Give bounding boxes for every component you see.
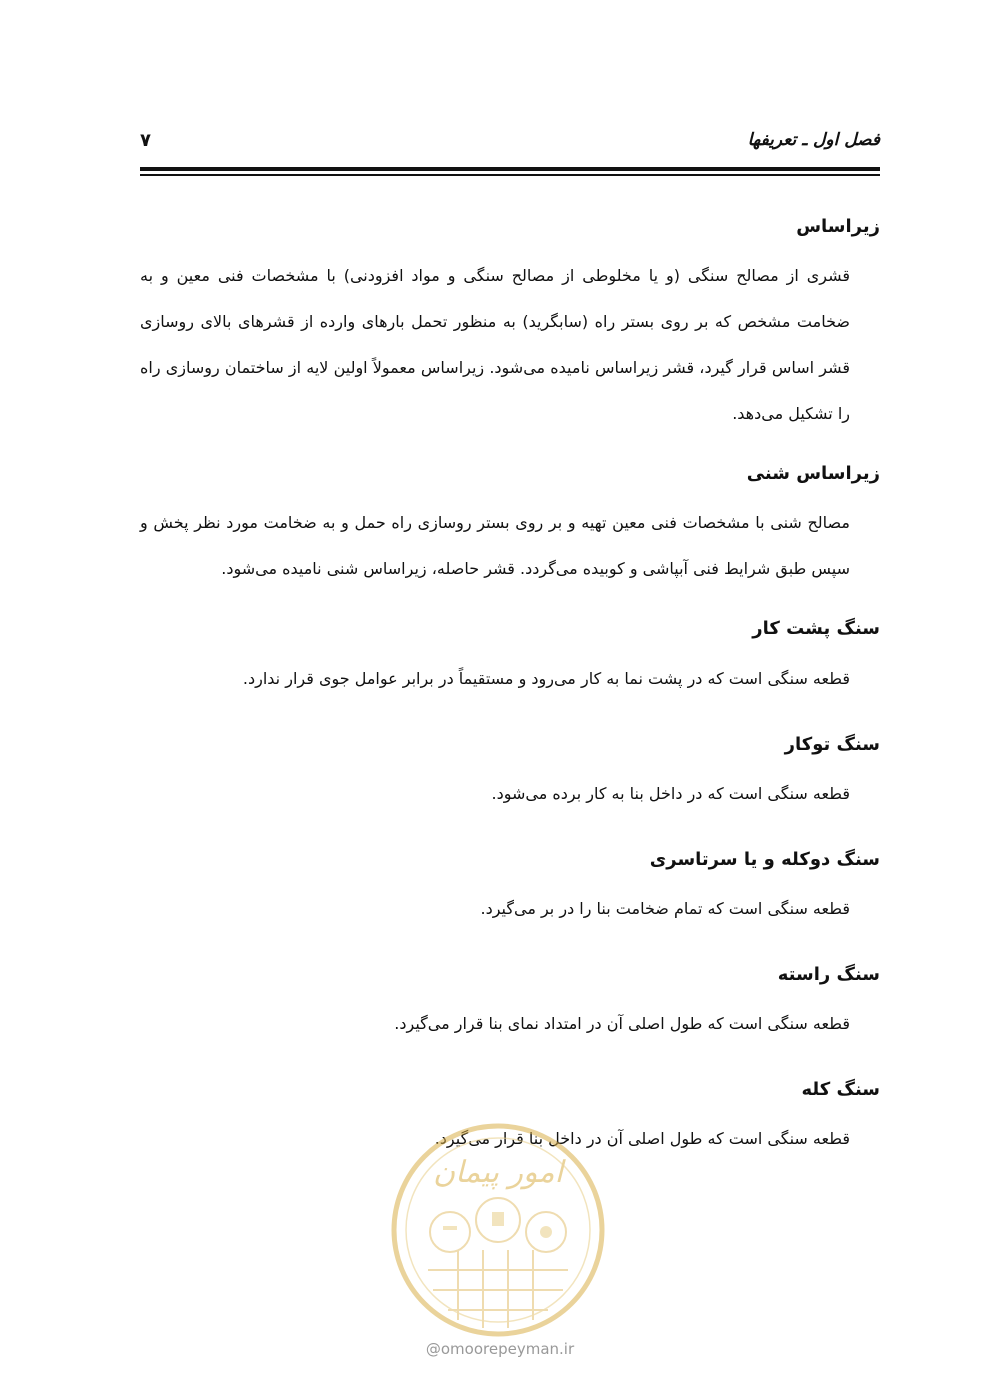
section-heading: زیراساس شنی	[746, 463, 880, 485]
section-interior-stone	[140, 732, 880, 817]
section-stretcher-stone	[140, 962, 880, 1047]
section-heading: سنگ توکار	[784, 733, 880, 755]
header-rule-thick	[140, 167, 880, 171]
section-heading: سنگ دوکله و یا سرتاسری	[649, 848, 880, 870]
section-subbase	[140, 214, 880, 437]
section-heading: زیراساس	[796, 216, 880, 237]
watermark-logo	[388, 1120, 608, 1340]
section-gravel-subbase	[140, 461, 880, 592]
page-number: ۷	[140, 130, 151, 151]
section-backing-stone	[140, 616, 880, 701]
page-content	[140, 214, 880, 1162]
section-body: مصالح شنی با مشخصات فنی معین تهیه و بر روی بستر روسازی راه حمل و به ضخامت مورد نظر پخش و سپس طبق شرایط فنی آبپاشی و کوبیده می‌گردد. قشر حاصله، زیراساس شنی نامیده می‌شود.	[140, 513, 850, 579]
watermark-site: @omoorepeyman.ir	[425, 1340, 575, 1358]
watermark-logo-text: امور پیمان	[433, 1155, 563, 1190]
section-body: قطعه سنگی است که طول اصلی آن در داخل بنا قرار می‌گیرد.	[434, 1129, 850, 1149]
section-body: قشری از مصالح سنگی (و یا مخلوطی از مصالح سنگی و مواد افزودنی) با مشخصات فنی معین و به ضخامت مشخص که بر روی بستر راه (سابگرید) به منظور تحمل بارهای وارده از قشرهای بالای روسازی قشر اساس قرار گیرد، قشر زیراساس نامیده می‌شود. زیراساس معمولاً اولین لایه از ساختمان روسازی راه را تشکیل می‌دهد.	[140, 266, 850, 424]
section-body: قطعه سنگی است که در پشت نما به کار می‌رود و مستقیماً در برابر عوامل جوی قرار ندارد.	[242, 668, 850, 688]
chapter-title: فصل اول ـ تعریفها	[747, 130, 880, 150]
page-header	[140, 126, 880, 166]
section-body: قطعه سنگی است که تمام ضخامت بنا را در بر می‌گیرد.	[480, 898, 850, 918]
section-through-stone	[140, 847, 880, 932]
section-body: قطعه سنگی است که در داخل بنا به کار برده می‌شود.	[491, 783, 850, 803]
section-body: قطعه سنگی است که طول اصلی آن در امتداد نمای بنا قرار می‌گیرد.	[394, 1014, 850, 1034]
section-heading: سنگ راسته	[777, 963, 880, 985]
section-heading: سنگ کله	[801, 1079, 880, 1101]
section-heading: سنگ پشت کار	[752, 618, 880, 640]
header-rule-thin	[140, 174, 880, 176]
